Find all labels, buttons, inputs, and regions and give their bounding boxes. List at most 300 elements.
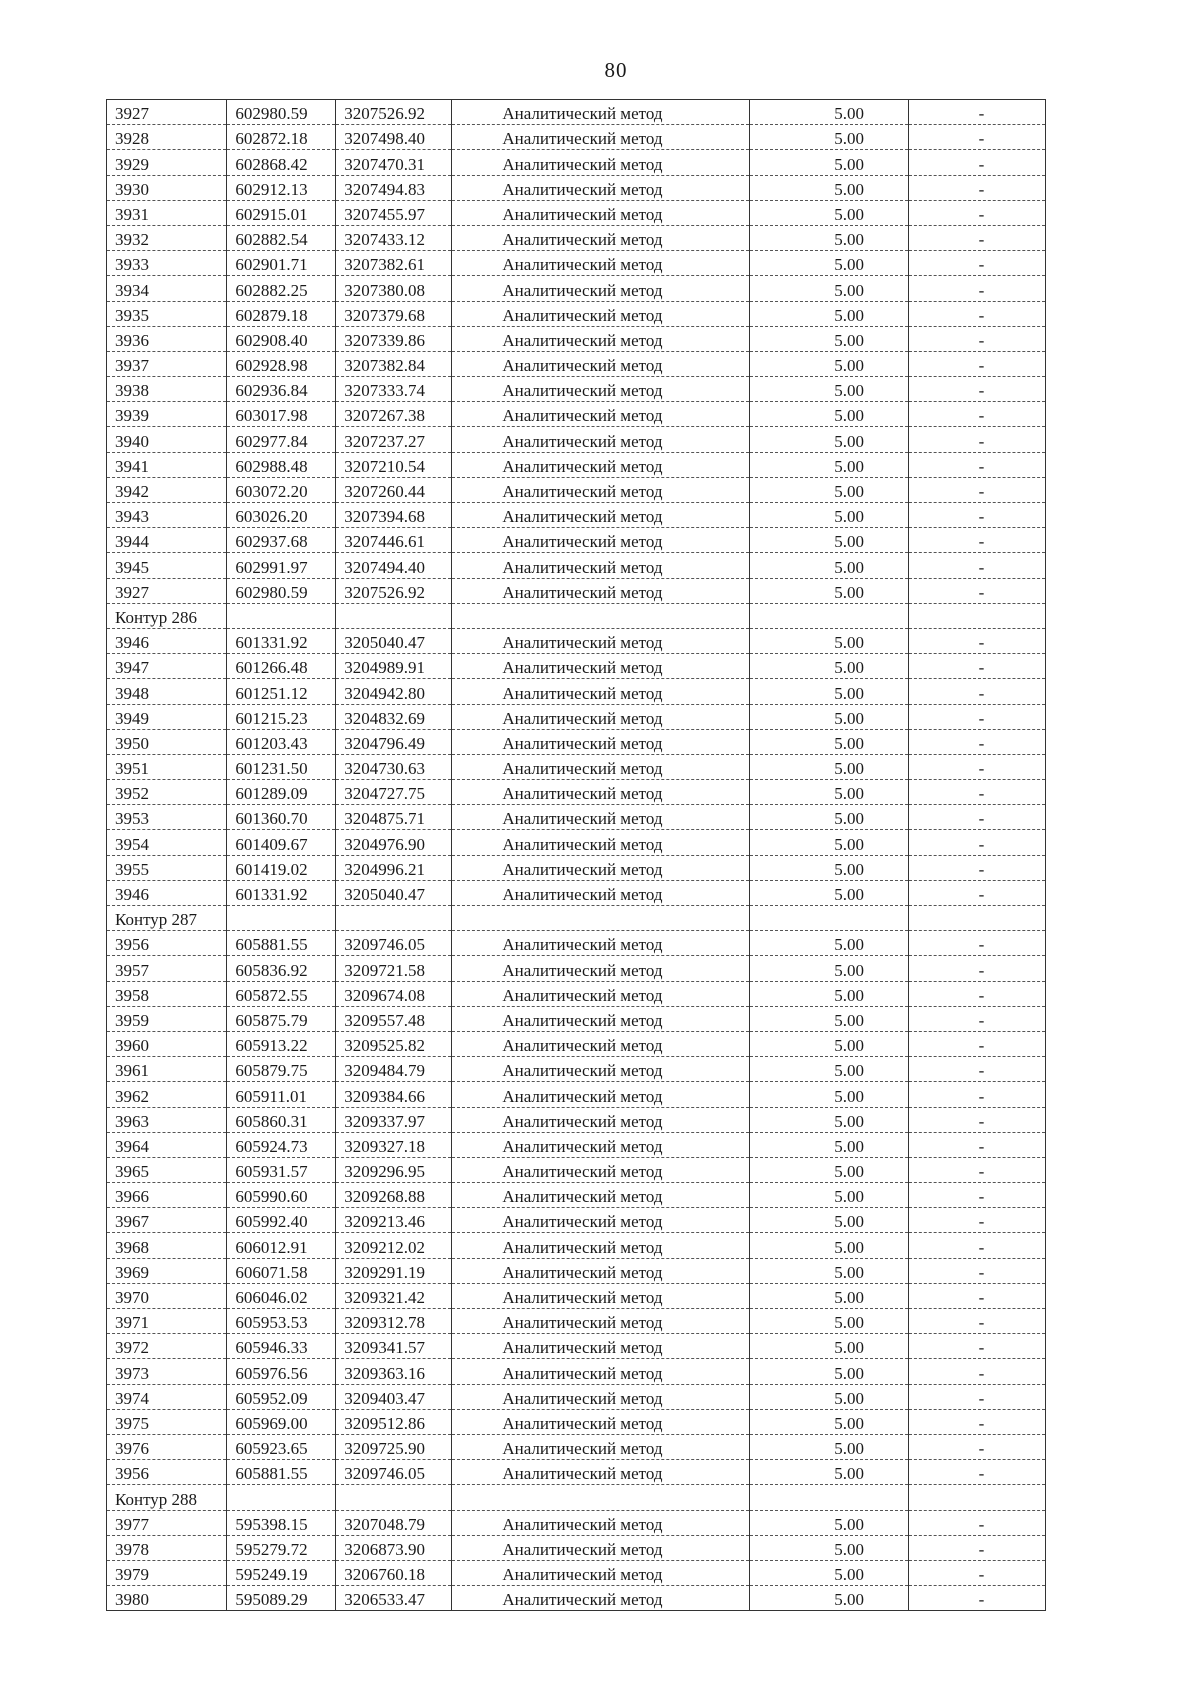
method-cell: Аналитический метод bbox=[452, 326, 750, 351]
note-cell: - bbox=[908, 1510, 1045, 1535]
table-row bbox=[107, 1309, 1046, 1334]
y-coordinate-cell: 3209512.86 bbox=[336, 1409, 452, 1434]
y-coordinate-cell: 3209213.46 bbox=[336, 1208, 452, 1233]
note-cell: - bbox=[908, 1460, 1045, 1485]
x-coordinate-cell: 601203.43 bbox=[227, 729, 336, 754]
note-cell: - bbox=[908, 503, 1045, 528]
contour-label: Контур 287 bbox=[107, 906, 227, 931]
point-number-cell: 3962 bbox=[107, 1082, 227, 1107]
note-cell: - bbox=[908, 427, 1045, 452]
x-coordinate-cell: 605860.31 bbox=[227, 1107, 336, 1132]
note-cell: - bbox=[908, 251, 1045, 276]
contour-header-row bbox=[107, 1485, 1046, 1510]
note-cell: - bbox=[908, 780, 1045, 805]
method-cell: Аналитический метод bbox=[452, 1157, 750, 1182]
note-cell: - bbox=[908, 1132, 1045, 1157]
y-coordinate-cell: 3206760.18 bbox=[336, 1560, 452, 1585]
coordinates-table-body bbox=[107, 100, 1046, 1611]
accuracy-cell: 5.00 bbox=[750, 200, 908, 225]
note-cell: - bbox=[908, 276, 1045, 301]
y-coordinate-cell: 3207526.92 bbox=[336, 100, 452, 125]
point-number-cell: 3948 bbox=[107, 679, 227, 704]
method-cell: Аналитический метод bbox=[452, 1006, 750, 1031]
method-cell: Аналитический метод bbox=[452, 729, 750, 754]
note-cell: - bbox=[908, 654, 1045, 679]
y-coordinate-cell: 3209557.48 bbox=[336, 1006, 452, 1031]
contour-label: Контур 288 bbox=[107, 1485, 227, 1510]
method-cell: Аналитический метод bbox=[452, 830, 750, 855]
point-number-cell: 3960 bbox=[107, 1031, 227, 1056]
method-cell: Аналитический метод bbox=[452, 1359, 750, 1384]
note-cell: - bbox=[908, 1082, 1045, 1107]
accuracy-cell: 5.00 bbox=[750, 150, 908, 175]
table-row bbox=[107, 276, 1046, 301]
x-coordinate-cell: 602980.59 bbox=[227, 578, 336, 603]
y-coordinate-cell: 3206873.90 bbox=[336, 1535, 452, 1560]
x-coordinate-cell: 605969.00 bbox=[227, 1409, 336, 1434]
note-cell: - bbox=[908, 956, 1045, 981]
accuracy-cell: 5.00 bbox=[750, 1586, 908, 1611]
x-coordinate-cell: 605976.56 bbox=[227, 1359, 336, 1384]
table-row bbox=[107, 1107, 1046, 1132]
table-row bbox=[107, 578, 1046, 603]
method-cell: Аналитический метод bbox=[452, 125, 750, 150]
y-coordinate-cell: 3204727.75 bbox=[336, 780, 452, 805]
y-coordinate-cell: 3205040.47 bbox=[336, 628, 452, 653]
note-cell: - bbox=[908, 1384, 1045, 1409]
accuracy-cell: 5.00 bbox=[750, 477, 908, 502]
accuracy-cell: 5.00 bbox=[750, 1183, 908, 1208]
method-cell: Аналитический метод bbox=[452, 1057, 750, 1082]
method-cell: Аналитический метод bbox=[452, 1031, 750, 1056]
point-number-cell: 3973 bbox=[107, 1359, 227, 1384]
table-row bbox=[107, 1586, 1046, 1611]
table-row bbox=[107, 1057, 1046, 1082]
point-number-cell: 3965 bbox=[107, 1157, 227, 1182]
y-coordinate-cell: 3207048.79 bbox=[336, 1510, 452, 1535]
y-coordinate-cell: 3209384.66 bbox=[336, 1082, 452, 1107]
accuracy-cell: 5.00 bbox=[750, 125, 908, 150]
table-row bbox=[107, 805, 1046, 830]
x-coordinate-cell: 605911.01 bbox=[227, 1082, 336, 1107]
accuracy-cell: 5.00 bbox=[750, 377, 908, 402]
empty-cell bbox=[908, 906, 1045, 931]
note-cell: - bbox=[908, 981, 1045, 1006]
y-coordinate-cell: 3209212.02 bbox=[336, 1233, 452, 1258]
point-number-cell: 3938 bbox=[107, 377, 227, 402]
table-row bbox=[107, 754, 1046, 779]
y-coordinate-cell: 3207260.44 bbox=[336, 477, 452, 502]
method-cell: Аналитический метод bbox=[452, 251, 750, 276]
y-coordinate-cell: 3209321.42 bbox=[336, 1283, 452, 1308]
note-cell: - bbox=[908, 754, 1045, 779]
method-cell: Аналитический метод bbox=[452, 1208, 750, 1233]
x-coordinate-cell: 605881.55 bbox=[227, 1460, 336, 1485]
accuracy-cell: 5.00 bbox=[750, 326, 908, 351]
note-cell: - bbox=[908, 578, 1045, 603]
table-row bbox=[107, 528, 1046, 553]
table-row bbox=[107, 1510, 1046, 1535]
method-cell: Аналитический метод bbox=[452, 477, 750, 502]
point-number-cell: 3952 bbox=[107, 780, 227, 805]
y-coordinate-cell: 3207494.83 bbox=[336, 175, 452, 200]
method-cell: Аналитический метод bbox=[452, 427, 750, 452]
y-coordinate-cell: 3209341.57 bbox=[336, 1334, 452, 1359]
y-coordinate-cell: 3207526.92 bbox=[336, 578, 452, 603]
method-cell: Аналитический метод bbox=[452, 301, 750, 326]
x-coordinate-cell: 605946.33 bbox=[227, 1334, 336, 1359]
note-cell: - bbox=[908, 1057, 1045, 1082]
note-cell: - bbox=[908, 326, 1045, 351]
table-row bbox=[107, 729, 1046, 754]
point-number-cell: 3978 bbox=[107, 1535, 227, 1560]
point-number-cell: 3932 bbox=[107, 225, 227, 250]
x-coordinate-cell: 601231.50 bbox=[227, 754, 336, 779]
accuracy-cell: 5.00 bbox=[750, 1107, 908, 1132]
point-number-cell: 3954 bbox=[107, 830, 227, 855]
table-row bbox=[107, 1183, 1046, 1208]
note-cell: - bbox=[908, 200, 1045, 225]
accuracy-cell: 5.00 bbox=[750, 981, 908, 1006]
table-row bbox=[107, 830, 1046, 855]
table-row bbox=[107, 1334, 1046, 1359]
note-cell: - bbox=[908, 301, 1045, 326]
empty-cell bbox=[336, 906, 452, 931]
point-number-cell: 3955 bbox=[107, 855, 227, 880]
method-cell: Аналитический метод bbox=[452, 578, 750, 603]
y-coordinate-cell: 3209268.88 bbox=[336, 1183, 452, 1208]
note-cell: - bbox=[908, 1031, 1045, 1056]
note-cell: - bbox=[908, 553, 1045, 578]
method-cell: Аналитический метод bbox=[452, 1233, 750, 1258]
x-coordinate-cell: 602977.84 bbox=[227, 427, 336, 452]
x-coordinate-cell: 602991.97 bbox=[227, 553, 336, 578]
table-row bbox=[107, 1560, 1046, 1585]
x-coordinate-cell: 605992.40 bbox=[227, 1208, 336, 1233]
accuracy-cell: 5.00 bbox=[750, 528, 908, 553]
empty-cell bbox=[908, 1485, 1045, 1510]
note-cell: - bbox=[908, 931, 1045, 956]
point-number-cell: 3935 bbox=[107, 301, 227, 326]
accuracy-cell: 5.00 bbox=[750, 1157, 908, 1182]
y-coordinate-cell: 3204875.71 bbox=[336, 805, 452, 830]
table-row bbox=[107, 880, 1046, 905]
point-number-cell: 3971 bbox=[107, 1309, 227, 1334]
x-coordinate-cell: 606071.58 bbox=[227, 1258, 336, 1283]
method-cell: Аналитический метод bbox=[452, 402, 750, 427]
accuracy-cell: 5.00 bbox=[750, 427, 908, 452]
point-number-cell: 3927 bbox=[107, 100, 227, 125]
table-row bbox=[107, 125, 1046, 150]
method-cell: Аналитический метод bbox=[452, 553, 750, 578]
x-coordinate-cell: 601360.70 bbox=[227, 805, 336, 830]
x-coordinate-cell: 605923.65 bbox=[227, 1434, 336, 1459]
point-number-cell: 3931 bbox=[107, 200, 227, 225]
table-row bbox=[107, 553, 1046, 578]
note-cell: - bbox=[908, 477, 1045, 502]
contour-header-row bbox=[107, 603, 1046, 628]
x-coordinate-cell: 602936.84 bbox=[227, 377, 336, 402]
note-cell: - bbox=[908, 1183, 1045, 1208]
accuracy-cell: 5.00 bbox=[750, 855, 908, 880]
note-cell: - bbox=[908, 452, 1045, 477]
y-coordinate-cell: 3209674.08 bbox=[336, 981, 452, 1006]
y-coordinate-cell: 3204942.80 bbox=[336, 679, 452, 704]
x-coordinate-cell: 603026.20 bbox=[227, 503, 336, 528]
note-cell: - bbox=[908, 1283, 1045, 1308]
x-coordinate-cell: 602928.98 bbox=[227, 351, 336, 376]
method-cell: Аналитический метод bbox=[452, 351, 750, 376]
y-coordinate-cell: 3209296.95 bbox=[336, 1157, 452, 1182]
note-cell: - bbox=[908, 1409, 1045, 1434]
method-cell: Аналитический метод bbox=[452, 276, 750, 301]
y-coordinate-cell: 3204976.90 bbox=[336, 830, 452, 855]
point-number-cell: 3969 bbox=[107, 1258, 227, 1283]
point-number-cell: 3937 bbox=[107, 351, 227, 376]
accuracy-cell: 5.00 bbox=[750, 1132, 908, 1157]
accuracy-cell: 5.00 bbox=[750, 251, 908, 276]
method-cell: Аналитический метод bbox=[452, 704, 750, 729]
point-number-cell: 3958 bbox=[107, 981, 227, 1006]
y-coordinate-cell: 3207210.54 bbox=[336, 452, 452, 477]
accuracy-cell: 5.00 bbox=[750, 729, 908, 754]
empty-cell bbox=[452, 1485, 750, 1510]
empty-cell bbox=[336, 603, 452, 628]
y-coordinate-cell: 3207380.08 bbox=[336, 276, 452, 301]
y-coordinate-cell: 3205040.47 bbox=[336, 880, 452, 905]
x-coordinate-cell: 601266.48 bbox=[227, 654, 336, 679]
note-cell: - bbox=[908, 1208, 1045, 1233]
accuracy-cell: 5.00 bbox=[750, 351, 908, 376]
point-number-cell: 3951 bbox=[107, 754, 227, 779]
accuracy-cell: 5.00 bbox=[750, 1031, 908, 1056]
method-cell: Аналитический метод bbox=[452, 1510, 750, 1535]
table-row bbox=[107, 1233, 1046, 1258]
accuracy-cell: 5.00 bbox=[750, 1309, 908, 1334]
x-coordinate-cell: 595089.29 bbox=[227, 1586, 336, 1611]
accuracy-cell: 5.00 bbox=[750, 553, 908, 578]
x-coordinate-cell: 602901.71 bbox=[227, 251, 336, 276]
x-coordinate-cell: 601409.67 bbox=[227, 830, 336, 855]
y-coordinate-cell: 3207382.84 bbox=[336, 351, 452, 376]
x-coordinate-cell: 595398.15 bbox=[227, 1510, 336, 1535]
note-cell: - bbox=[908, 1560, 1045, 1585]
y-coordinate-cell: 3209746.05 bbox=[336, 931, 452, 956]
y-coordinate-cell: 3209337.97 bbox=[336, 1107, 452, 1132]
x-coordinate-cell: 603017.98 bbox=[227, 402, 336, 427]
x-coordinate-cell: 603072.20 bbox=[227, 477, 336, 502]
y-coordinate-cell: 3207267.38 bbox=[336, 402, 452, 427]
table-row bbox=[107, 477, 1046, 502]
empty-cell bbox=[452, 906, 750, 931]
table-row bbox=[107, 1006, 1046, 1031]
accuracy-cell: 5.00 bbox=[750, 1510, 908, 1535]
point-number-cell: 3968 bbox=[107, 1233, 227, 1258]
y-coordinate-cell: 3207498.40 bbox=[336, 125, 452, 150]
y-coordinate-cell: 3209312.78 bbox=[336, 1309, 452, 1334]
table-row bbox=[107, 200, 1046, 225]
method-cell: Аналитический метод bbox=[452, 1409, 750, 1434]
x-coordinate-cell: 605881.55 bbox=[227, 931, 336, 956]
note-cell: - bbox=[908, 1586, 1045, 1611]
x-coordinate-cell: 601331.92 bbox=[227, 628, 336, 653]
x-coordinate-cell: 602882.54 bbox=[227, 225, 336, 250]
accuracy-cell: 5.00 bbox=[750, 805, 908, 830]
x-coordinate-cell: 605924.73 bbox=[227, 1132, 336, 1157]
x-coordinate-cell: 606046.02 bbox=[227, 1283, 336, 1308]
note-cell: - bbox=[908, 1258, 1045, 1283]
point-number-cell: 3970 bbox=[107, 1283, 227, 1308]
table-row bbox=[107, 1359, 1046, 1384]
x-coordinate-cell: 602882.25 bbox=[227, 276, 336, 301]
note-cell: - bbox=[908, 679, 1045, 704]
note-cell: - bbox=[908, 402, 1045, 427]
table-row bbox=[107, 1208, 1046, 1233]
point-number-cell: 3959 bbox=[107, 1006, 227, 1031]
point-number-cell: 3942 bbox=[107, 477, 227, 502]
table-row bbox=[107, 100, 1046, 125]
y-coordinate-cell: 3209525.82 bbox=[336, 1031, 452, 1056]
table-row bbox=[107, 326, 1046, 351]
table-row bbox=[107, 1132, 1046, 1157]
accuracy-cell: 5.00 bbox=[750, 679, 908, 704]
point-number-cell: 3946 bbox=[107, 880, 227, 905]
point-number-cell: 3946 bbox=[107, 628, 227, 653]
accuracy-cell: 5.00 bbox=[750, 1283, 908, 1308]
accuracy-cell: 5.00 bbox=[750, 830, 908, 855]
x-coordinate-cell: 602908.40 bbox=[227, 326, 336, 351]
accuracy-cell: 5.00 bbox=[750, 276, 908, 301]
x-coordinate-cell: 601331.92 bbox=[227, 880, 336, 905]
table-row bbox=[107, 1384, 1046, 1409]
empty-cell bbox=[750, 603, 908, 628]
note-cell: - bbox=[908, 704, 1045, 729]
accuracy-cell: 5.00 bbox=[750, 1384, 908, 1409]
point-number-cell: 3930 bbox=[107, 175, 227, 200]
table-row bbox=[107, 427, 1046, 452]
table-row bbox=[107, 1409, 1046, 1434]
y-coordinate-cell: 3204796.49 bbox=[336, 729, 452, 754]
x-coordinate-cell: 602937.68 bbox=[227, 528, 336, 553]
table-row bbox=[107, 402, 1046, 427]
point-number-cell: 3953 bbox=[107, 805, 227, 830]
point-number-cell: 3956 bbox=[107, 1460, 227, 1485]
y-coordinate-cell: 3207333.74 bbox=[336, 377, 452, 402]
y-coordinate-cell: 3209721.58 bbox=[336, 956, 452, 981]
method-cell: Аналитический метод bbox=[452, 880, 750, 905]
table-row bbox=[107, 931, 1046, 956]
point-number-cell: 3977 bbox=[107, 1510, 227, 1535]
method-cell: Аналитический метод bbox=[452, 1132, 750, 1157]
table-row bbox=[107, 1434, 1046, 1459]
table-row bbox=[107, 679, 1046, 704]
table-row bbox=[107, 1460, 1046, 1485]
x-coordinate-cell: 601215.23 bbox=[227, 704, 336, 729]
note-cell: - bbox=[908, 805, 1045, 830]
accuracy-cell: 5.00 bbox=[750, 1409, 908, 1434]
method-cell: Аналитический метод bbox=[452, 175, 750, 200]
y-coordinate-cell: 3207433.12 bbox=[336, 225, 452, 250]
accuracy-cell: 5.00 bbox=[750, 503, 908, 528]
table-row bbox=[107, 1157, 1046, 1182]
note-cell: - bbox=[908, 528, 1045, 553]
accuracy-cell: 5.00 bbox=[750, 880, 908, 905]
y-coordinate-cell: 3207379.68 bbox=[336, 301, 452, 326]
note-cell: - bbox=[908, 150, 1045, 175]
point-number-cell: 3956 bbox=[107, 931, 227, 956]
x-coordinate-cell: 602868.42 bbox=[227, 150, 336, 175]
note-cell: - bbox=[908, 1535, 1045, 1560]
accuracy-cell: 5.00 bbox=[750, 452, 908, 477]
note-cell: - bbox=[908, 1157, 1045, 1182]
method-cell: Аналитический метод bbox=[452, 100, 750, 125]
point-number-cell: 3980 bbox=[107, 1586, 227, 1611]
method-cell: Аналитический метод bbox=[452, 1384, 750, 1409]
x-coordinate-cell: 601419.02 bbox=[227, 855, 336, 880]
method-cell: Аналитический метод bbox=[452, 981, 750, 1006]
coordinates-table bbox=[106, 99, 1046, 1611]
accuracy-cell: 5.00 bbox=[750, 654, 908, 679]
x-coordinate-cell: 602915.01 bbox=[227, 200, 336, 225]
table-row bbox=[107, 452, 1046, 477]
table-row bbox=[107, 175, 1046, 200]
method-cell: Аналитический метод bbox=[452, 855, 750, 880]
accuracy-cell: 5.00 bbox=[750, 956, 908, 981]
table-row bbox=[107, 251, 1046, 276]
x-coordinate-cell: 602879.18 bbox=[227, 301, 336, 326]
point-number-cell: 3928 bbox=[107, 125, 227, 150]
point-number-cell: 3927 bbox=[107, 578, 227, 603]
note-cell: - bbox=[908, 628, 1045, 653]
method-cell: Аналитический метод bbox=[452, 1460, 750, 1485]
x-coordinate-cell: 595249.19 bbox=[227, 1560, 336, 1585]
method-cell: Аналитический метод bbox=[452, 805, 750, 830]
point-number-cell: 3963 bbox=[107, 1107, 227, 1132]
table-row bbox=[107, 225, 1046, 250]
table-row bbox=[107, 628, 1046, 653]
y-coordinate-cell: 3207455.97 bbox=[336, 200, 452, 225]
accuracy-cell: 5.00 bbox=[750, 402, 908, 427]
point-number-cell: 3967 bbox=[107, 1208, 227, 1233]
x-coordinate-cell: 602872.18 bbox=[227, 125, 336, 150]
method-cell: Аналитический метод bbox=[452, 1183, 750, 1208]
method-cell: Аналитический метод bbox=[452, 1560, 750, 1585]
point-number-cell: 3940 bbox=[107, 427, 227, 452]
point-number-cell: 3949 bbox=[107, 704, 227, 729]
table-row bbox=[107, 301, 1046, 326]
method-cell: Аналитический метод bbox=[452, 528, 750, 553]
y-coordinate-cell: 3209327.18 bbox=[336, 1132, 452, 1157]
note-cell: - bbox=[908, 175, 1045, 200]
y-coordinate-cell: 3209484.79 bbox=[336, 1057, 452, 1082]
method-cell: Аналитический метод bbox=[452, 1309, 750, 1334]
y-coordinate-cell: 3207237.27 bbox=[336, 427, 452, 452]
method-cell: Аналитический метод bbox=[452, 1283, 750, 1308]
empty-cell bbox=[227, 1485, 336, 1510]
method-cell: Аналитический метод bbox=[452, 679, 750, 704]
accuracy-cell: 5.00 bbox=[750, 175, 908, 200]
note-cell: - bbox=[908, 880, 1045, 905]
method-cell: Аналитический метод bbox=[452, 780, 750, 805]
method-cell: Аналитический метод bbox=[452, 956, 750, 981]
accuracy-cell: 5.00 bbox=[750, 1258, 908, 1283]
accuracy-cell: 5.00 bbox=[750, 225, 908, 250]
point-number-cell: 3945 bbox=[107, 553, 227, 578]
accuracy-cell: 5.00 bbox=[750, 1334, 908, 1359]
point-number-cell: 3950 bbox=[107, 729, 227, 754]
empty-cell bbox=[908, 603, 1045, 628]
contour-label: Контур 286 bbox=[107, 603, 227, 628]
